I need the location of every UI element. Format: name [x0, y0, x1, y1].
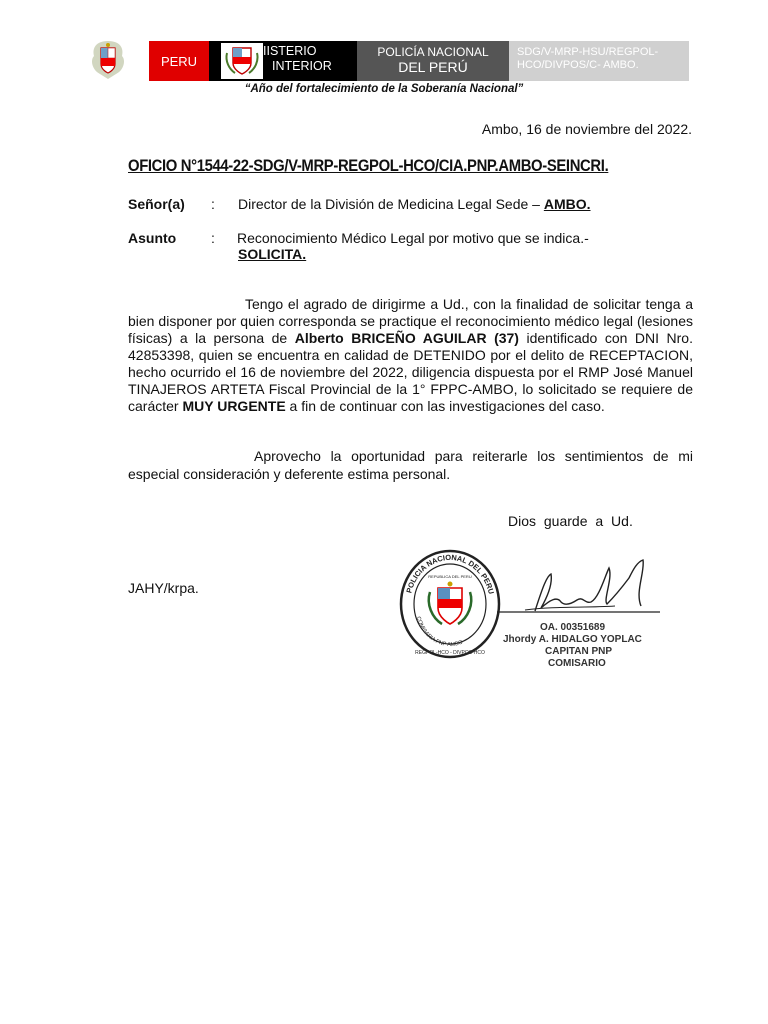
ministry-line-2: INTERIOR	[272, 59, 332, 73]
signature-role: COMISARIO	[548, 658, 606, 669]
stamp-inner-text: REPUBLICA DEL PERU	[428, 574, 472, 579]
para1-urgent: MUY URGENTE	[182, 398, 286, 414]
stamp-bottom-text-2: REGPOL-HCO - DIVPOS-HCO	[415, 650, 485, 656]
svg-text:COMISARIA PNP AMBO	[415, 616, 464, 648]
sdg-line-2: HCO/DIVPOS/C- AMBO.	[517, 59, 639, 71]
signature-rank: CAPITAN PNP	[545, 646, 613, 657]
senor-value-bold: AMBO.	[543, 196, 591, 212]
asunto-value-bold: SOLICITA.	[238, 246, 307, 262]
signature-name: Jhordy A. HIDALGO YOPLAC	[503, 634, 642, 645]
year-motto: “Año del fortalecimiento de la Soberanía Nacional”	[244, 83, 524, 95]
senor-colon: :	[211, 196, 215, 212]
document-date: Ambo, 16 de noviembre del 2022.	[481, 121, 692, 137]
senor-value-text: Director de la División de Medicina Legal Sede –	[238, 196, 544, 212]
initials: JAHY/krpa.	[128, 580, 199, 596]
peru-coat-of-arms-icon	[86, 38, 130, 82]
pnp-line-2: DEL PERÚ	[398, 59, 468, 75]
stamp-bottom-text: COMISARIA PNP AMBO	[414, 615, 464, 649]
oficio-period: .	[604, 157, 609, 175]
senor-label: Señor(a)	[128, 196, 185, 212]
sdg-line-1: SDG/V-MRP-HSU/REGPOL-	[517, 46, 659, 58]
oficio-title	[128, 157, 608, 176]
para1-person-name: Alberto BRICEÑO AGUILAR (37)	[294, 330, 519, 346]
ministry-shield-icon	[221, 43, 263, 79]
asunto-label: Asunto	[128, 230, 177, 246]
header-ministry-text	[263, 44, 332, 74]
senor-value	[238, 196, 591, 212]
signature-oa: OA. 00351689	[540, 622, 606, 633]
asunto-value: Reconocimiento Médico Legal por motivo que se indica.-	[237, 230, 589, 246]
header-peru-label: PERU	[149, 41, 209, 81]
para1-text-a: Tengo el agrado de dirigirme a Ud., con la finalidad de solicitar tenga a bien disponer por quien corresponda se practique el reconocimiento médico legal (lesiones físicas) a la persona de	[128, 296, 693, 346]
stamp-top-text: POLICIA NACIONAL DEL PERU	[404, 552, 496, 596]
oficio-number: OFICIO N°1544-22-SDG/V-MRP-REGPOL-HCO/CIA.PNP.AMBO-SEINCRI	[128, 157, 605, 175]
body-paragraph-2: Aprovecho la oportunidad para reiterarle los sentimientos de mi especial consideración y deferente estima personal.	[128, 448, 693, 482]
police-stamp-icon	[398, 548, 502, 660]
pnp-line-1: POLICÍA NACIONAL	[377, 45, 489, 59]
body-paragraph-1	[128, 296, 693, 415]
closing-text: Dios guarde a Ud.	[508, 513, 633, 529]
header-ministry-crest-box	[221, 43, 263, 79]
header-pnp-block	[357, 41, 509, 81]
para1-text-b: identificado con DNI Nro. 42853398, quien se encuentra en calidad de DETENIDO por el delito de RECEPTACION, hecho ocurrido el 16 de noviembre del 2022, diligencia dispuesta por el RMP José Manuel TINAJEROS ARTETA Fiscal Provincial de la 1° FPPC-AMBO, lo solicitado se requiere de carácter	[128, 330, 693, 414]
header-sdg-block	[509, 41, 689, 81]
asunto-colon: :	[211, 230, 215, 246]
para1-text-c: a fin de continuar con las investigaciones del caso.	[285, 398, 605, 414]
signature-icon	[495, 556, 665, 626]
ministry-line-1: IISTERIO	[263, 44, 317, 58]
